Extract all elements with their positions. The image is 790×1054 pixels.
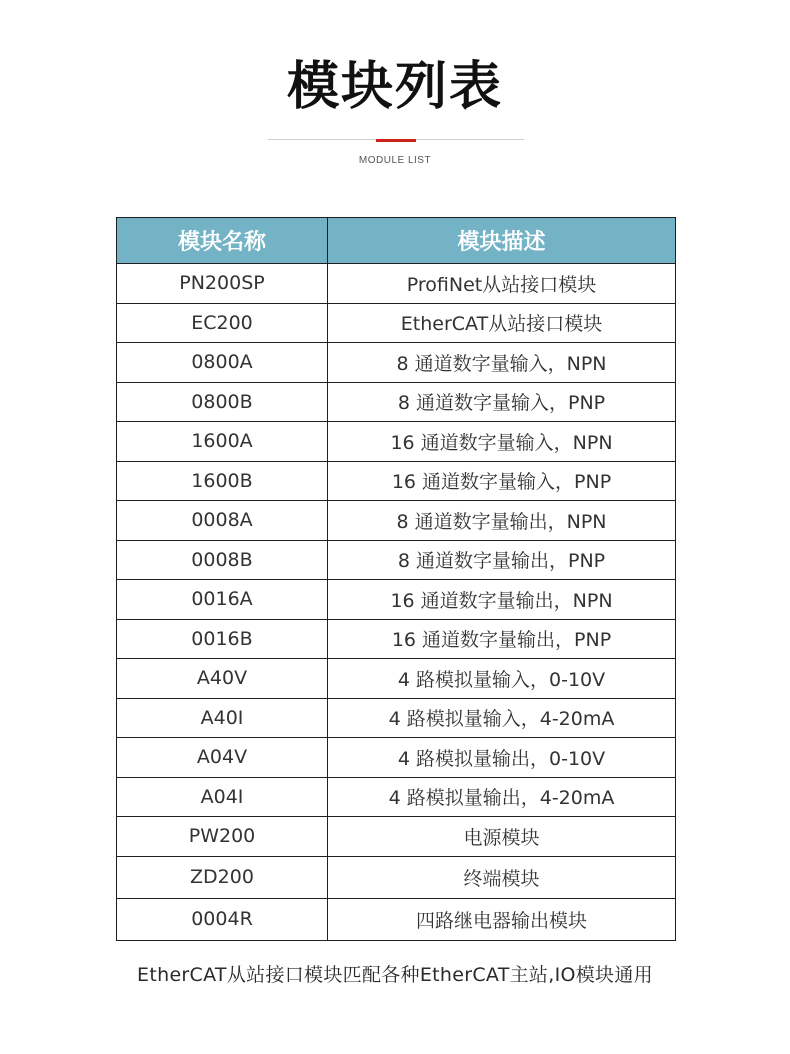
module-description-cell: ProfiNet从站接口模块 [328, 264, 676, 304]
table-header-row [117, 218, 676, 264]
module-description-cell: 4 路模拟量输入，0-10V [328, 659, 676, 699]
table-row [117, 619, 676, 659]
table-row [117, 777, 676, 817]
module-description-cell: 8 通道数字量输入，PNP [328, 382, 676, 422]
table-row [117, 698, 676, 738]
table-row [117, 382, 676, 422]
table-row [117, 580, 676, 620]
module-description-cell: EtherCAT从站接口模块 [328, 303, 676, 343]
table-row [117, 738, 676, 778]
module-name-cell: PW200 [117, 817, 328, 857]
module-name-cell: A04I [117, 777, 328, 817]
module-description-cell: 16 通道数字量输出，NPN [328, 580, 676, 620]
table-row [117, 343, 676, 383]
module-name-cell: A04V [117, 738, 328, 778]
module-table [116, 217, 676, 941]
module-name-cell: 0016A [117, 580, 328, 620]
column-header-name: 模块名称 [117, 218, 328, 264]
module-description-cell: 4 路模拟量输入，4-20mA [328, 698, 676, 738]
module-name-cell: 0004R [117, 898, 328, 940]
column-header-description: 模块描述 [328, 218, 676, 264]
module-description-cell: 终端模块 [328, 856, 676, 898]
table-row [117, 856, 676, 898]
module-description-cell: 4 路模拟量输出，0-10V [328, 738, 676, 778]
module-description-cell: 电源模块 [328, 817, 676, 857]
module-name-cell: PN200SP [117, 264, 328, 304]
module-description-cell: 4 路模拟量输出，4-20mA [328, 777, 676, 817]
table-row [117, 817, 676, 857]
module-name-cell: 1600B [117, 461, 328, 501]
module-name-cell: 0800B [117, 382, 328, 422]
table-row [117, 422, 676, 462]
module-description-cell: 16 通道数字量输入，NPN [328, 422, 676, 462]
module-description-cell: 16 通道数字量输出，PNP [328, 619, 676, 659]
table-row [117, 540, 676, 580]
module-name-cell: 0016B [117, 619, 328, 659]
module-name-cell: ZD200 [117, 856, 328, 898]
table-row [117, 461, 676, 501]
module-name-cell: A40I [117, 698, 328, 738]
page-subtitle: MODULE LIST [358, 155, 432, 166]
module-name-cell: 0008A [117, 501, 328, 541]
table-row [117, 303, 676, 343]
module-name-cell: A40V [117, 659, 328, 699]
title-divider-accent [376, 139, 416, 142]
module-name-cell: EC200 [117, 303, 328, 343]
module-name-cell: 1600A [117, 422, 328, 462]
table-row [117, 659, 676, 699]
module-description-cell: 四路继电器输出模块 [328, 898, 676, 940]
page-title: 模块列表 [286, 57, 503, 117]
table-row [117, 264, 676, 304]
module-name-cell: 0008B [117, 540, 328, 580]
module-name-cell: 0800A [117, 343, 328, 383]
footer-note: EtherCAT从站接口模块匹配各种EtherCAT主站,IO模块通用 [137, 964, 653, 986]
module-description-cell: 16 通道数字量输入，PNP [328, 461, 676, 501]
module-description-cell: 8 通道数字量输入，NPN [328, 343, 676, 383]
module-description-cell: 8 通道数字量输出，NPN [328, 501, 676, 541]
table-row [117, 898, 676, 940]
module-description-cell: 8 通道数字量输出，PNP [328, 540, 676, 580]
table-row [117, 501, 676, 541]
